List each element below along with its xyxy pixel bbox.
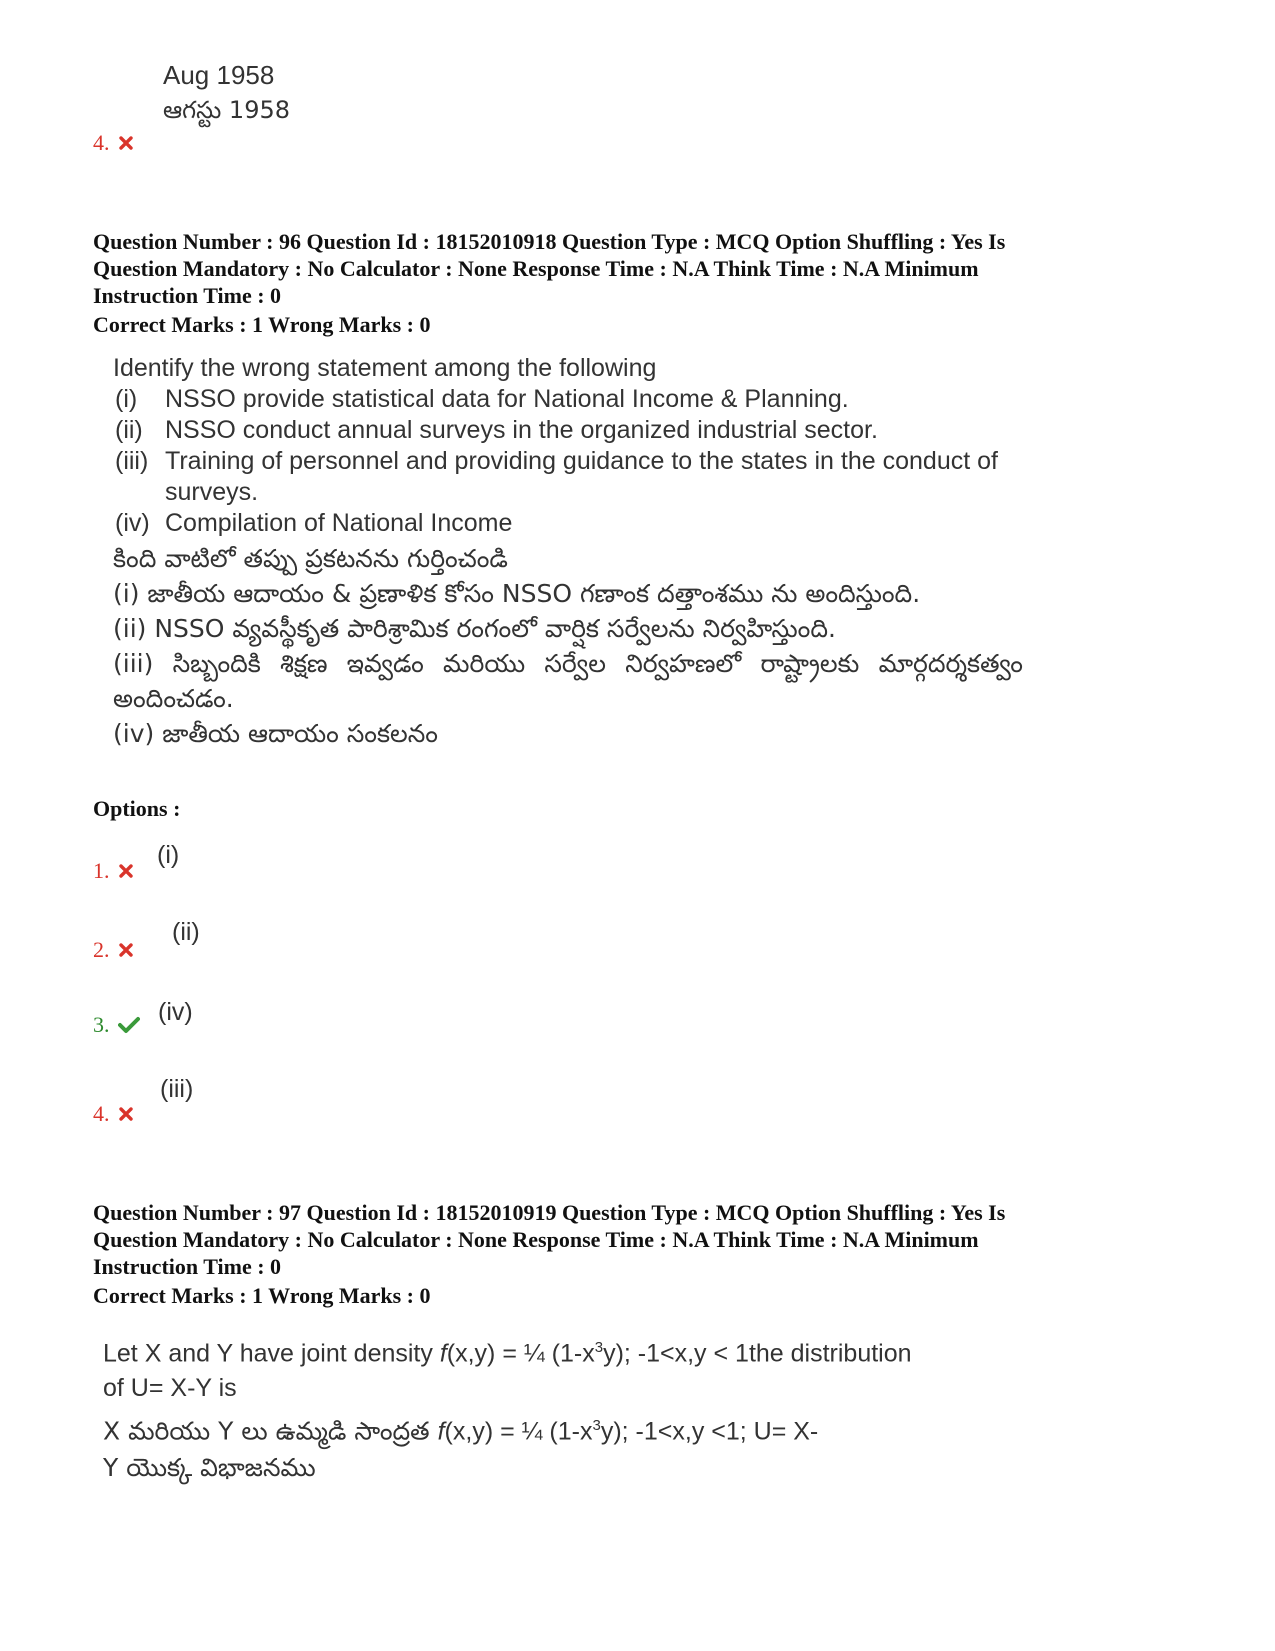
x-icon: [118, 1106, 134, 1122]
x-icon: [118, 942, 134, 958]
x-icon: [118, 135, 134, 151]
statement-en-i: (i) NSSO provide statistical data for National Income & Planning.: [115, 385, 849, 413]
options-label: Options :: [93, 796, 181, 821]
question-96-text-te: కింది వాటిలో తప్పు ప్రకటనను గుర్తించండి: [113, 544, 508, 573]
prev-option-4-text-en: Aug 1958: [163, 60, 275, 90]
header-line-3: Instruction Time : 0: [93, 283, 282, 308]
statements-en: [115, 384, 1023, 539]
question-97-header: [93, 1199, 1193, 1280]
header-line-1: Question Number : 97 Question Id : 18152010919 Question Type : MCQ Option Shuffling : Yes Is: [93, 1200, 1006, 1225]
question-97-text-en-line2: of U= X-Y is: [103, 1374, 237, 1403]
question-97-body: [103, 1330, 1023, 1485]
question-96-text-en: Identify the wrong statement among the following: [113, 354, 657, 382]
option-4[interactable]: [93, 1101, 134, 1127]
statement-en-ii: (ii) NSSO conduct annual surveys in the organized industrial sector.: [115, 416, 878, 444]
option-1-value: (i): [157, 841, 180, 869]
option-2[interactable]: [93, 937, 134, 963]
prev-option-4: [93, 130, 134, 156]
option-number: 3.: [93, 1012, 110, 1037]
header-line-2: Question Mandatory : No Calculator : None Response Time : N.A Think Time : N.A Minimum: [93, 1227, 979, 1252]
question-97-marks: Correct Marks : 1 Wrong Marks : 0: [93, 1283, 431, 1308]
statement-te-i: (i) జాతీయ ఆదాయం & ప్రణాళిక కోసం NSSO గణాంక దత్తాంశము ను అందిస్తుంది.: [113, 579, 921, 608]
option-number: 1.: [93, 858, 110, 883]
statement-te-iii: (iii) సిబ్బందికి శిక్షణ ఇవ్వడం మరియు సర్వేల నిర్వహణలో రాష్ట్రాలకు మార్గదర్శకత్వం అందించడం.: [113, 649, 1023, 713]
option-1[interactable]: [93, 858, 134, 884]
statement-en-iii: (iii) Training of personnel and providing guidance to the states in the conduct of surveys.: [115, 447, 998, 506]
prev-option-4-text-te: ఆగస్టు 1958: [163, 96, 291, 124]
option-3-value: (iv): [158, 998, 193, 1026]
question-97-text-te-line2: Y యొక్క విభాజనము: [103, 1452, 316, 1482]
question-97-text-en-line1: Let X and Y have joint density f(x,y) = ¼ $(1-x^3y)$; -1<x,y < 1the distribution: [103, 1339, 912, 1368]
option-2-value: (ii): [172, 918, 200, 946]
option-4-value: (iii): [160, 1075, 194, 1103]
header-line-3: Instruction Time : 0: [93, 1254, 282, 1279]
check-icon: [118, 1016, 140, 1034]
option-number: 2.: [93, 937, 110, 962]
question-96-marks: Correct Marks : 1 Wrong Marks : 0: [93, 312, 431, 337]
option-number: 4.: [93, 1101, 110, 1126]
option-number: 4.: [93, 130, 110, 155]
question-96-body: [113, 352, 1023, 751]
question-97-text-te-line1: X మరియు Y లు ఉమ్మడి సాంద్రత f(x,y) = ¼ $(1-x^3y)$; -1<x,y <1; U= X-: [103, 1416, 819, 1446]
question-96-header: [93, 228, 1193, 309]
statement-en-iv: (iv) Compilation of National Income: [115, 509, 513, 537]
x-icon: [118, 863, 134, 879]
header-line-2: Question Mandatory : No Calculator : None Response Time : N.A Think Time : N.A Minimum: [93, 256, 979, 281]
prev-option-4-content: [163, 58, 290, 128]
statement-te-iv: (iv) జాతీయ ఆదాయం సంకలనం: [113, 719, 438, 748]
statement-te-ii: (ii) NSSO వ్యవస్థీకృత పారిశ్రామిక రంగంలో వార్షిక సర్వేలను నిర్వహిస్తుంది.: [113, 614, 836, 643]
header-line-1: Question Number : 96 Question Id : 18152010918 Question Type : MCQ Option Shuffling : Yes Is: [93, 229, 1006, 254]
option-3[interactable]: [93, 1012, 140, 1038]
